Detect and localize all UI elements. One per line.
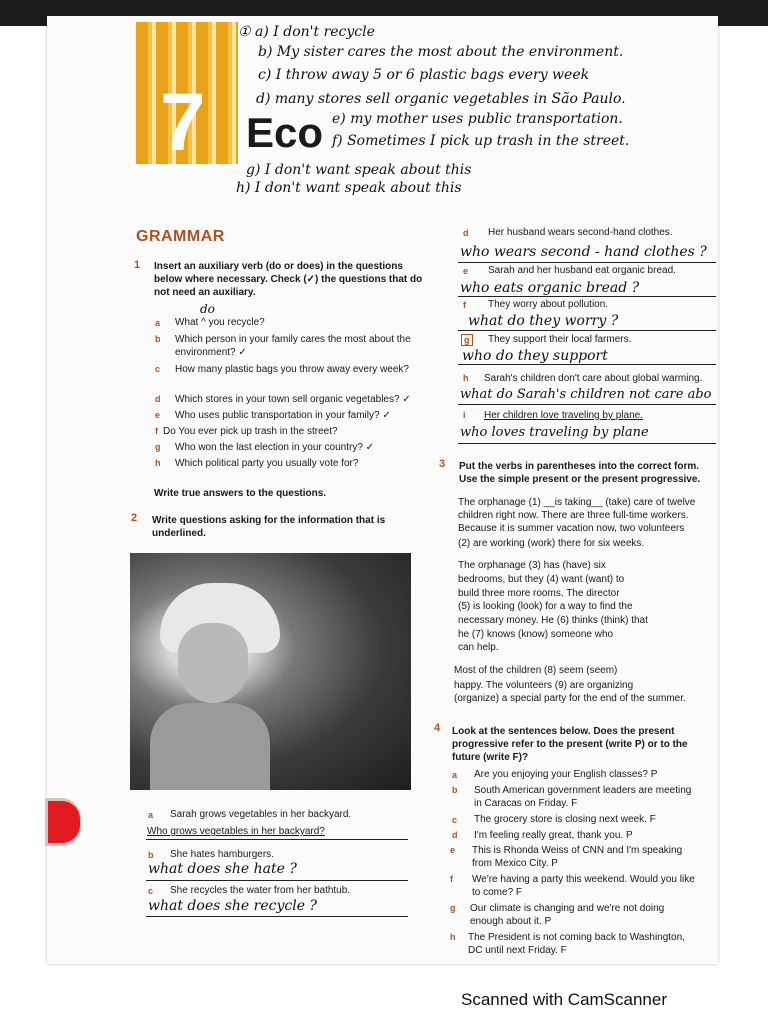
ex1-letter-g: g	[155, 442, 161, 452]
answer-line	[458, 330, 716, 331]
ex4-item-g-2: enough about it. P	[470, 916, 552, 927]
handwritten-answer-c: c) I throw away 5 or 6 plastic bags every week	[258, 67, 590, 83]
ex1-letter-c: c	[155, 364, 161, 374]
answer-line	[458, 443, 716, 444]
red-fingernail	[48, 801, 80, 843]
handwritten-do: do	[200, 302, 215, 316]
ex4-item-b-1: South American government leaders are meeting	[474, 785, 692, 796]
ex4-letter-f: f	[450, 874, 453, 884]
ex4-letter-a: a	[452, 770, 458, 780]
ex1-item-e: Who uses public transportation in your family? ✓	[175, 410, 391, 421]
ex2-answer-i: who loves traveling by plane	[460, 425, 649, 440]
ex3-p2-line7: can help.	[458, 642, 499, 653]
ex3-p3-line1: Most of the children (8) seem (seem)	[454, 665, 618, 676]
answer-line	[458, 262, 716, 263]
ex1-item-b: Which person in your family cares the most about the environment? ✓	[175, 334, 411, 358]
answer-line	[458, 404, 716, 405]
ex3-p2-line1: The orphanage (3) has (have) six	[458, 560, 606, 571]
ex1-letter-a: a	[155, 318, 161, 328]
ex2-item-d: Her husband wears second-hand clothes.	[488, 227, 673, 238]
handwritten-answer-d: d) many stores sell organic vegetables in São Paulo.	[256, 91, 626, 107]
ex2-item-h: Sarah's children don't care about global warming.	[484, 373, 703, 384]
ex1-letter-e: e	[155, 410, 161, 420]
ex4-item-b-2: in Caracas on Friday. F	[474, 798, 578, 809]
ex3-p3-line3: (organize) a special party for the end of the summer.	[454, 693, 686, 704]
exercise-4-number: 4	[434, 722, 441, 734]
answer-line	[146, 916, 408, 917]
ex2-letter-f: f	[463, 300, 466, 310]
camscanner-watermark: Scanned with CamScanner	[461, 990, 668, 1009]
ex1-letter-d: d	[155, 394, 161, 404]
ex2-item-a: Sarah grows vegetables in her backyard.	[170, 809, 352, 820]
ex2-letter-b: b	[148, 850, 154, 860]
answer-line	[146, 880, 408, 881]
ex4-item-a: Are you enjoying your English classes? P	[474, 769, 658, 780]
ex4-item-e-2: from Mexico City. P	[472, 858, 558, 869]
ex2-item-e: Sarah and her husband eat organic bread.	[488, 265, 676, 276]
woman-shirt	[150, 703, 270, 790]
handwritten-answer-b: b) My sister cares the most about the environment.	[258, 44, 624, 60]
ex4-item-e-1: This is Rhonda Weiss of CNN and I'm speaking	[472, 845, 683, 856]
woman-garden-photo	[130, 553, 411, 790]
ex1-item-g: Who won the last election in your country? ✓	[175, 442, 375, 453]
ex4-item-d: I'm feeling really great, thank you. P	[474, 830, 633, 841]
exercise-3-instruction: Put the verbs in parentheses into the correct form. Use the simple present or the present progressive.	[459, 461, 701, 485]
ex1-letter-f: f	[155, 426, 158, 436]
ex3-p2-line3: build three more rooms. The director	[458, 588, 620, 599]
ex3-p1-line2: children right now. There are three full-time workers.	[458, 510, 689, 521]
ex3-p1-line1: The orphanage (1) __is taking__ (take) care of twelve	[458, 497, 696, 508]
ex2-item-c: She recycles the water from her bathtub.	[170, 885, 351, 896]
ex1-item-f: Do You ever pick up trash in the street?	[163, 426, 338, 437]
ex2-item-b: She hates hamburgers.	[170, 849, 274, 860]
ex3-p1-line4: (2) are working (work) there for six weeks.	[458, 538, 645, 549]
exercise-2-instruction: Write questions asking for the information that is underlined.	[152, 515, 386, 539]
ex2-item-f: They worry about pollution.	[488, 299, 609, 310]
handwritten-answer-a: ① a) I don't recycle	[238, 24, 375, 40]
ex4-item-g-1: Our climate is changing and we're not doing	[470, 903, 665, 914]
ex1-item-h: Which political party you usually vote for?	[175, 458, 359, 469]
ex1-letter-b: b	[155, 334, 161, 344]
exercise-3-number: 3	[439, 458, 446, 470]
ex2-letter-c: c	[148, 886, 154, 896]
answer-line	[146, 839, 408, 840]
exercise-1-instruction: Insert an auxiliary verb (do or does) in the questions below where necessary. Check (✓) the questions that do not need an auxiliary.	[154, 261, 423, 298]
handwritten-answer-e: e) my mother uses public transportation.	[332, 111, 623, 127]
grammar-heading: GRAMMAR	[136, 228, 225, 245]
ex2-answer-f: what do they worry ?	[468, 313, 619, 329]
ex4-letter-c: c	[452, 815, 458, 825]
ex4-letter-d: d	[452, 830, 458, 840]
ex1-item-d: Which stores in your town sell organic vegetables? ✓	[175, 394, 411, 405]
ex1-letter-h: h	[155, 458, 161, 468]
ex2-letter-d: d	[463, 228, 469, 238]
ex2-answer-h: what do Sarah's children not care abo	[460, 387, 712, 402]
ex2-answer-e: who eats organic bread ?	[460, 280, 640, 296]
ex2-answer-g: who do they support	[462, 348, 608, 364]
ex1-item-a: What ^ you recycle?	[175, 317, 265, 328]
ex2-answer-c: what does she recycle ?	[148, 898, 317, 914]
write-true-answers: Write true answers to the questions.	[154, 488, 327, 499]
ex4-letter-g: g	[450, 903, 456, 913]
handwritten-answer-h: h) I don't want speak about this	[236, 180, 462, 196]
ex2-letter-i: i	[463, 410, 466, 420]
unit-number: 7	[160, 77, 206, 168]
ex2-answer-d: who wears second - hand clothes ?	[460, 244, 707, 260]
ex2-item-i: Her children love traveling by plane.	[484, 410, 643, 421]
ex3-p2-line6: he (7) knows (know) someone who	[458, 629, 614, 640]
unit-title: Eco	[246, 109, 324, 156]
exercise-4-instruction: Look at the sentences below. Does the present progressive refer to the present (write P) or to the future (write F)?	[452, 726, 688, 763]
ex3-p2-line5: necessary money. He (6) thinks (think) that	[458, 615, 648, 626]
ex4-letter-h: h	[450, 932, 456, 942]
handwritten-answer-f: f) Sometimes I pick up trash in the street.	[332, 133, 630, 149]
ex4-item-h-2: DC until next Friday. F	[468, 945, 567, 956]
ex3-p1-line3: Because it is summer vacation now, two volunteers	[458, 523, 685, 534]
ex4-item-h-1: The President is not coming back to Washington,	[468, 932, 685, 943]
answer-line	[458, 364, 716, 365]
ex2-answer-a: Who grows vegetables in her backyard?	[147, 826, 325, 837]
ex4-letter-b: b	[452, 785, 458, 795]
ex2-letter-g: g	[461, 334, 473, 346]
woman-face	[178, 623, 248, 703]
ex4-item-f-2: to come? F	[472, 887, 523, 898]
exercise-1-number: 1	[134, 259, 141, 271]
ex1-item-c: How many plastic bags you throw away every week?	[175, 364, 409, 375]
exercise-2-number: 2	[131, 512, 138, 524]
ex2-letter-e: e	[463, 266, 469, 276]
ex3-p3-line2: happy. The volunteers (9) are organizing	[454, 680, 634, 691]
handwritten-answer-g: g) I don't want speak about this	[246, 162, 472, 178]
ex2-letter-h: h	[463, 373, 469, 383]
ex4-item-c: The grocery store is closing next week. F	[474, 814, 656, 825]
ex2-letter-a: a	[148, 810, 154, 820]
ex4-letter-e: e	[450, 845, 456, 855]
ex2-answer-b: what does she hate ?	[148, 861, 297, 877]
ex2-item-g: They support their local farmers.	[488, 334, 632, 345]
ex3-p2-line4: (5) is looking (look) for a way to find the	[458, 601, 633, 612]
ex4-item-f-1: We're having a party this weekend. Would you like	[472, 874, 695, 885]
answer-line	[458, 296, 716, 297]
ex3-p2-line2: bedrooms, but they (4) want (want) to	[458, 574, 625, 585]
